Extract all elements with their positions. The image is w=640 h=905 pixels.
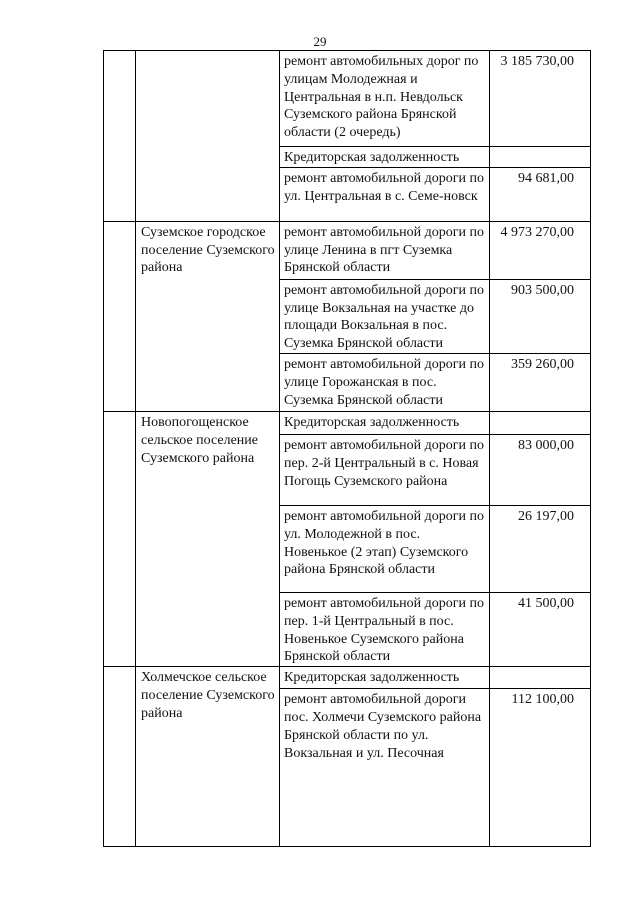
work-description: Кредиторская задолженность xyxy=(280,411,490,434)
work-description: ремонт автомобильной дороги пос. Холмечи Суземского района Брянской области по ул. Вокзальная и ул. Песочная xyxy=(280,689,490,847)
amount-cell xyxy=(490,667,591,689)
work-description: ремонт автомобильной дороги по пер. 1-й Центральный в пос. Новенькое Суземского района Брянской области xyxy=(280,592,490,666)
page-number: 29 xyxy=(313,34,327,49)
table-row xyxy=(104,667,591,689)
work-description: Кредиторская задолженность xyxy=(280,667,490,689)
work-description: ремонт автомобильной дороги по ул. Молодежной в пос. Новенькое (2 этап) Суземского района Брянской области xyxy=(280,505,490,592)
amount-cell: 41 500,00 xyxy=(490,592,591,666)
amount-cell: 4 973 270,00 xyxy=(490,221,591,279)
table-row xyxy=(104,51,591,147)
amount-cell xyxy=(490,411,591,434)
municipality-cell-empty xyxy=(136,51,280,222)
amount-cell: 359 260,00 xyxy=(490,353,591,411)
municipality-kholmechi: Холмечское сельское поселение Суземского района xyxy=(136,667,280,847)
index-cell xyxy=(104,221,136,411)
work-description: ремонт автомобильной дороги по улице Ленина в пгт Суземка Брянской области xyxy=(280,221,490,279)
work-description: ремонт автомобильной дороги по улице Вокзальная на участке до площади Вокзальная в пос. Суземка Брянской области xyxy=(280,279,490,353)
amount-cell: 94 681,00 xyxy=(490,167,591,221)
municipality-novaya-pogoshch: Новопогощенское сельское поселение Суземского района xyxy=(136,411,280,666)
amount-cell: 903 500,00 xyxy=(490,279,591,353)
amount-cell: 83 000,00 xyxy=(490,434,591,505)
index-cell xyxy=(104,667,136,847)
amount-cell: 112 100,00 xyxy=(490,689,591,847)
work-description: ремонт автомобильной дороги по пер. 2-й Центральный в с. Новая Погощь Суземского района xyxy=(280,434,490,505)
work-description: Кредиторская задолженность xyxy=(280,147,490,168)
table-row xyxy=(104,411,591,434)
work-description: ремонт автомобильных дорог по улицам Молодежная и Центральная в н.п. Невдольск Суземского района Брянской области (2 очередь) xyxy=(280,51,490,147)
budget-table xyxy=(103,50,591,847)
index-cell xyxy=(104,51,136,222)
work-description: ремонт автомобильной дороги по ул. Центральная в с. Семе-новск xyxy=(280,167,490,221)
work-description: ремонт автомобильной дороги по улице Горожанская в пос. Суземка Брянской области xyxy=(280,353,490,411)
index-cell xyxy=(104,411,136,666)
amount-cell: 3 185 730,00 xyxy=(490,51,591,147)
amount-cell: 26 197,00 xyxy=(490,505,591,592)
table-row xyxy=(104,221,591,279)
municipality-suzemka: Суземское городское поселение Суземского района xyxy=(136,221,280,411)
amount-cell xyxy=(490,147,591,168)
